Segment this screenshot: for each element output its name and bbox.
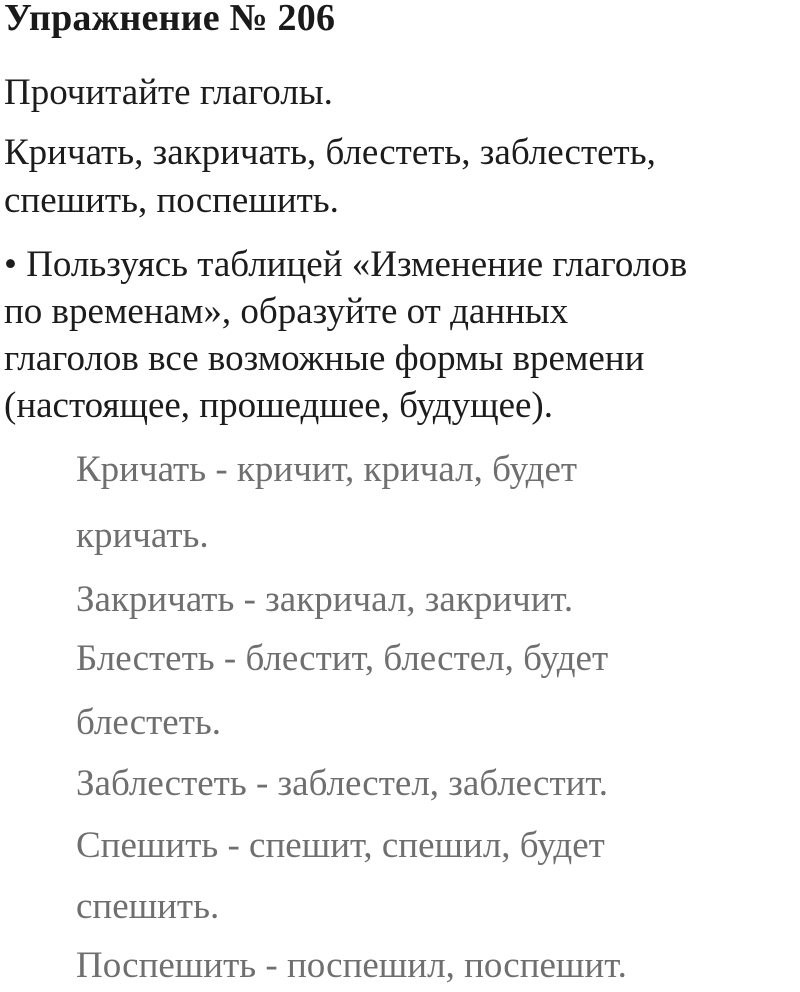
answer-line: Заблестеть - заблестел, заблестит. (76, 763, 609, 804)
answer-line: кричать. (76, 515, 209, 556)
answer-line: Блестеть - блестит, блестел, будет (76, 638, 609, 679)
verbs-line-2: спешить, поспешить. (4, 180, 339, 221)
assignment-line-1: • Пользуясь таблицей «Изменение глаголов (4, 244, 688, 285)
answer-line: спешить. (76, 886, 220, 927)
answer-line: Спешить - спешит, спешил, будет (76, 825, 605, 866)
answer-line: Закричать - закричал, закричит. (76, 579, 574, 620)
task-instruction: Прочитайте глаголы. (4, 72, 333, 113)
answer-line: Поспешить - поспешил, поспешит. (76, 945, 627, 986)
assignment-line-4: (настоящее, прошедшее, будущее). (4, 385, 554, 426)
exercise-title: Упражнение № 206 (4, 0, 336, 39)
verbs-line-1: Кричать, закричать, блестеть, заблестеть, (4, 132, 656, 173)
assignment-line-2: по временам», образуйте от данных (4, 291, 569, 332)
answer-line: блестеть. (76, 702, 222, 743)
assignment-line-3: глаголов все возможные формы времени (4, 338, 645, 379)
answer-line: Кричать - кричит, кричал, будет (76, 449, 578, 490)
